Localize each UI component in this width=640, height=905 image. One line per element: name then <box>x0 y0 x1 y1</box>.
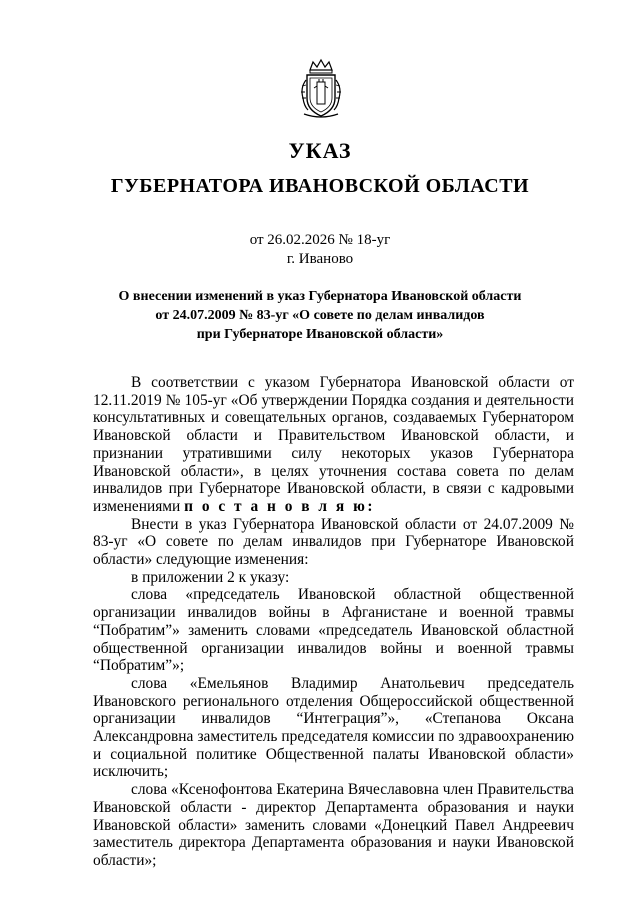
decree-verb: п о с т а н о в л я ю: <box>184 497 375 515</box>
document-city: г. Иваново <box>286 251 354 267</box>
subject-line-2: от 24.07.2009 № 83-уг «О совете по делам инвалидов <box>155 308 485 323</box>
document-type-title: УКАЗ <box>288 138 352 163</box>
document-date-number: от 26.02.2026 № 18-уг <box>249 232 391 248</box>
amendment-item-1: слова «председатель Ивановской областной общественной организации инвалидов войны в Афганистане и военной травмы “Побратим”» заменить словами «председатель Ивановской областной общественной организации инвалидов войны и военной травмы “Побратим”»; <box>93 586 574 675</box>
appendix-reference-paragraph: в приложении 2 к указу: <box>131 568 290 586</box>
coat-of-arms-icon <box>298 58 344 120</box>
amendment-intro-paragraph: Внести в указ Губернатора Ивановской области от 24.07.2009 № 83-уг «О совете по делам инвалидов при Губернаторе Ивановской области» следующие изменения: <box>93 515 574 569</box>
subject-line-1: О внесении изменений в указ Губернатора Ивановской области <box>118 289 522 304</box>
subject-line-3: при Губернаторе Ивановской области» <box>196 327 444 342</box>
document-body <box>93 374 574 870</box>
document-meta <box>0 231 640 269</box>
amendment-item-3: слова «Ксенофонтова Екатерина Вячеславовна член Правительства Ивановской области - директор Департамента образования и науки Ивановской области» заменить словами «Донецкий Павел Андреевич заместитель директора Департамента образования и науки Ивановской области»; <box>93 781 574 869</box>
issuer-title: ГУБЕРНАТОРА ИВАНОВСКОЙ ОБЛАСТИ <box>110 175 530 197</box>
preamble-text: В соответствии с указом Губернатора Ивановской области от 12.11.2019 № 105-уг «Об утверждении Порядка создания и деятельности консультативных и совещательных органов, создаваемых Губернатором Ивановской области и Правительством Ивановской области, и признании утратившими силу некоторых указов Губернатора Ивановской области», в целях уточнения состава совета по делам инвалидов при Губернаторе Ивановской области, в связи с кадровыми изменениями <box>93 374 574 515</box>
preamble-paragraph <box>93 374 574 516</box>
amendment-item-2: слова «Емельянов Владимир Анатольевич председатель Ивановского регионального отделения Общероссийской общественной организации инвалидов “Интеграция”», «Степанова Оксана Александровна заместитель председателя комиссии по здравоохранению и социальной политике Общественной палаты Ивановской области» исключить; <box>93 674 574 781</box>
document-subject <box>0 287 640 344</box>
